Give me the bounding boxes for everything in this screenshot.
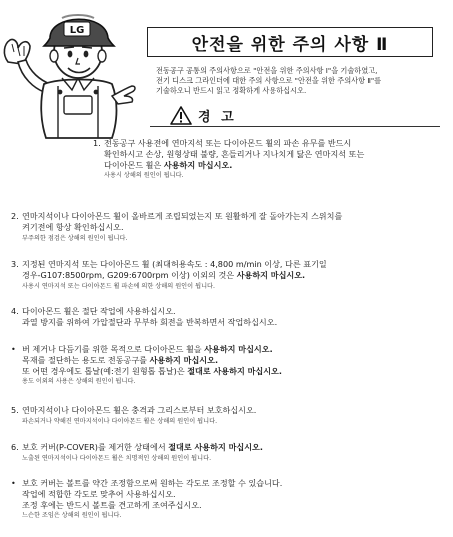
item-emphasis: 사용하지 마십시오. bbox=[204, 344, 273, 354]
helmet-logo-text: LG bbox=[69, 25, 85, 36]
item-emphasis: 절대로 사용하지 마십시오. bbox=[168, 442, 263, 452]
item-line bbox=[22, 344, 282, 355]
warning-item bbox=[11, 478, 283, 521]
item-number: 5. bbox=[11, 405, 19, 415]
item-text: 연마지석이나 다이아몬드 휠이 올바르게 조립되었는지 또 원활하게 잘 돌아가는지 스위치를 bbox=[22, 211, 343, 221]
page-title: 안전을 위한 주의 사항 Ⅱ bbox=[147, 27, 433, 57]
item-number: 1. bbox=[93, 138, 101, 148]
item-text: 다이아몬드 휠은 bbox=[104, 159, 164, 170]
item-line bbox=[22, 211, 342, 222]
item-text: 지정된 연마지석 또는 다이아몬드 휠 (최대허용속도 : 4,800 m/min 이상, 다른 표기일 bbox=[22, 259, 327, 269]
item-number: 2. bbox=[11, 211, 19, 221]
item-text: 조정 후에는 반드시 볼트를 견고하게 조여주십시오. bbox=[22, 499, 202, 510]
item-note: 부주의한 점검은 상해의 원인이 됩니다. bbox=[22, 234, 128, 242]
item-line bbox=[22, 405, 256, 416]
warning-item bbox=[11, 344, 282, 387]
item-number: • bbox=[11, 344, 16, 354]
item-line bbox=[22, 270, 327, 281]
item-note: 느슨한 조임은 상해의 원인이 됩니다. bbox=[22, 512, 122, 520]
item-emphasis: 절대로 사용하지 마십시오. bbox=[187, 365, 282, 376]
item-text: 연마지석이나 다이아몬드 휠은 충격과 그리스로부터 보호하십시오. bbox=[22, 405, 257, 415]
item-text: 보호 커버(P-COVER)를 제거한 상태에서 bbox=[22, 442, 169, 452]
item-emphasis: 사용하지 마십시오. bbox=[149, 354, 219, 365]
item-number: 6. bbox=[11, 442, 19, 452]
item-text: 경우-G107:8500rpm, G209:6700rpm 이상) 이외의 것은 bbox=[22, 269, 237, 280]
item-text: 작업에 적합한 각도로 맞추어 사용하십시오. bbox=[22, 488, 176, 499]
item-text: 확인하시고 손상, 원형상태 불량, 흔들리거나 지나치게 닳은 연마지석 또는 bbox=[104, 148, 365, 159]
item-line bbox=[22, 222, 342, 233]
intro-line: 전기 디스크 그라인더에 대한 주의 사항으로 "안전을 위한 주의사항 Ⅱ"를 bbox=[156, 76, 382, 86]
warning-item bbox=[11, 405, 257, 426]
item-emphasis: 사용하지 마십시오. bbox=[163, 159, 233, 170]
item-line bbox=[22, 317, 277, 328]
warning-item bbox=[11, 442, 263, 463]
item-line bbox=[22, 355, 282, 366]
item-note: 파손되거나 약해진 연마지석이나 다이아몬드 휠은 상해의 원인이 됩니다. bbox=[22, 417, 218, 425]
item-number: • bbox=[11, 478, 16, 488]
item-text: 또 어떤 경우에도 톱날(예:전기 원형톱 톱날)은 bbox=[22, 365, 188, 376]
item-text: 목재를 절단하는 용도로 전동공구를 bbox=[22, 354, 150, 365]
item-number: 4. bbox=[11, 306, 19, 316]
item-note: 노출된 연마지석이나 다이아몬드 휠은 치명적인 상해의 원인이 됩니다. bbox=[22, 454, 212, 462]
item-text: 켜기전에 항상 확인하십시오. bbox=[22, 221, 124, 232]
item-text: 다이아몬드 휠은 절단 작업에 사용하십시오. bbox=[22, 306, 176, 316]
item-text: 보호 커버는 볼트를 약간 조정함으로써 원하는 각도로 조정할 수 있습니다. bbox=[22, 478, 283, 488]
item-line bbox=[22, 366, 282, 377]
item-text: 버 제거나 다듬기를 위한 목적으로 다이아몬드 휠을 bbox=[22, 344, 205, 354]
warning-item bbox=[11, 211, 343, 243]
item-emphasis: 사용하지 마십시오. bbox=[236, 269, 306, 280]
item-line bbox=[22, 500, 282, 511]
item-number: 3. bbox=[11, 259, 19, 269]
item-note: 사용시 연마지석 또는 다이아몬드 휠 파손에 의한 상해의 원인이 됩니다. bbox=[22, 282, 216, 290]
intro-line: 기술하오니 반드시 읽고 정확하게 사용하십시오. bbox=[156, 86, 307, 96]
item-line bbox=[104, 149, 364, 160]
item-line bbox=[22, 259, 327, 270]
warning-item bbox=[93, 138, 365, 181]
item-note: 용도 이외의 사용은 상해의 원인이 됩니다. bbox=[22, 378, 136, 386]
item-text: 전동공구 사용전에 연마지석 또는 다이아몬드 휠의 파손 유무를 반드시 bbox=[104, 138, 352, 148]
warning-label: 경 고 bbox=[198, 109, 237, 125]
item-line bbox=[22, 489, 282, 500]
intro-line: 전동공구 공통의 주의사항으로 "안전을 위한 주의사항 Ⅰ"을 기술하였고, bbox=[156, 66, 378, 75]
item-text: 과열 방지를 위하여 가압절단과 무부하 회전을 반복하면서 작업하십시오. bbox=[22, 316, 278, 327]
item-line bbox=[22, 306, 277, 317]
item-line bbox=[104, 138, 364, 149]
warning-item bbox=[11, 306, 278, 328]
item-note: 사용시 상해의 원인이 됩니다. bbox=[104, 172, 184, 180]
warning-item bbox=[11, 259, 327, 291]
item-line bbox=[22, 478, 282, 489]
item-line bbox=[22, 442, 263, 453]
item-line bbox=[104, 160, 364, 171]
